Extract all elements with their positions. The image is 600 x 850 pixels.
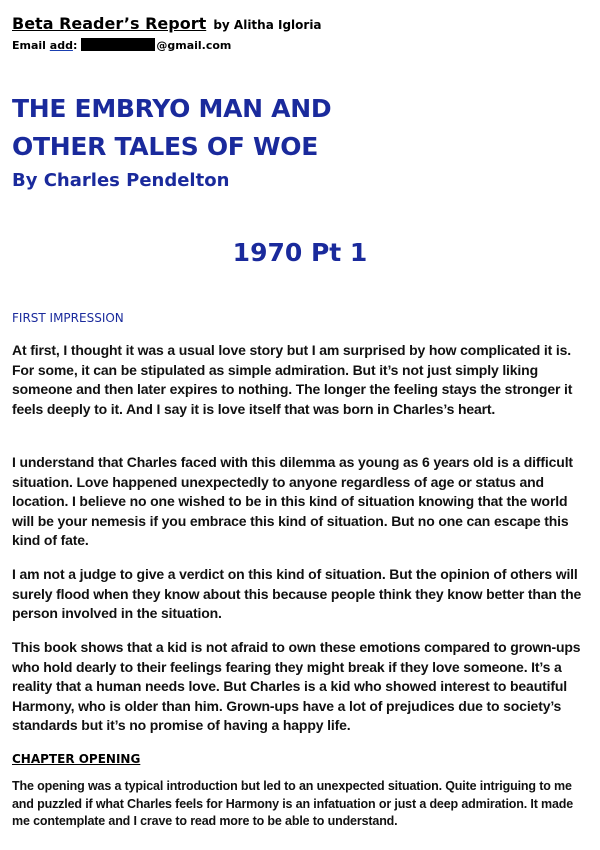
paragraph: At first, I thought it was a usual love story but I am surprised by how complicated it is. For some, it can be stipulated as simple admiration. But it’s not just simply liking someone and then later expires to nothing. The longer the feeling stays the stronger it feels deeply to it. And I say it is love itself that was born in Charles’s heart. xyxy=(12,342,573,417)
email-line xyxy=(12,38,231,52)
part-title: 1970 Pt 1 xyxy=(232,238,368,267)
paragraph: I understand that Charles faced with this dilemma as young as 6 years old is a difficult situation. Love happened unexpectedly to anyone regardless of age or status and location. I believe no one wished to be in this kind of situation knowing that the world will be your nemesis if you embrace this kind of situation. But no one can escape this kind of fate. xyxy=(12,454,573,548)
email-label-prefix: Email xyxy=(12,39,50,52)
report-title: Beta Reader’s Report xyxy=(12,14,207,33)
book-title-line-2: OTHER TALES OF WOE xyxy=(12,132,318,161)
report-header xyxy=(12,14,322,33)
section-heading-chapter-opening: CHAPTER OPENING xyxy=(12,752,141,766)
book-title xyxy=(12,90,331,166)
report-author: by Alitha Igloria xyxy=(213,18,322,32)
paragraph: This book shows that a kid is not afraid to own these emotions compared to grown-ups who hold dearly to their feelings fearing they might break if they love someone. It’s a reality that a human needs love. But Charles is a kid who showed interest to beautiful Harmony, who is older than him. Grown-ups have a lot of prejudices due to society’s standards but it’s no promise of having a happy life. xyxy=(12,639,581,733)
book-author: By Charles Pendelton xyxy=(12,170,230,191)
section-heading-first-impression: FIRST IMPRESSION xyxy=(12,311,124,325)
email-label-add: add xyxy=(49,39,73,52)
redacted-email-username xyxy=(81,38,155,51)
email-domain: @gmail.com xyxy=(156,39,232,52)
paragraph: The opening was a typical introduction but led to an unexpected situation. Quite intriguing to me and puzzled if what Charles feels for Harmony is an infatuation or just a deep admiration. It made me contemplate and I crave to read more to be able to understand. xyxy=(12,779,574,828)
book-title-line-1: THE EMBRYO MAN AND xyxy=(12,94,332,123)
email-label-colon: : xyxy=(72,39,78,52)
paragraph: I am not a judge to give a verdict on this kind of situation. But the opinion of others will surely flood when they know about this because people think they know better than the person involved in the situation. xyxy=(12,566,582,621)
